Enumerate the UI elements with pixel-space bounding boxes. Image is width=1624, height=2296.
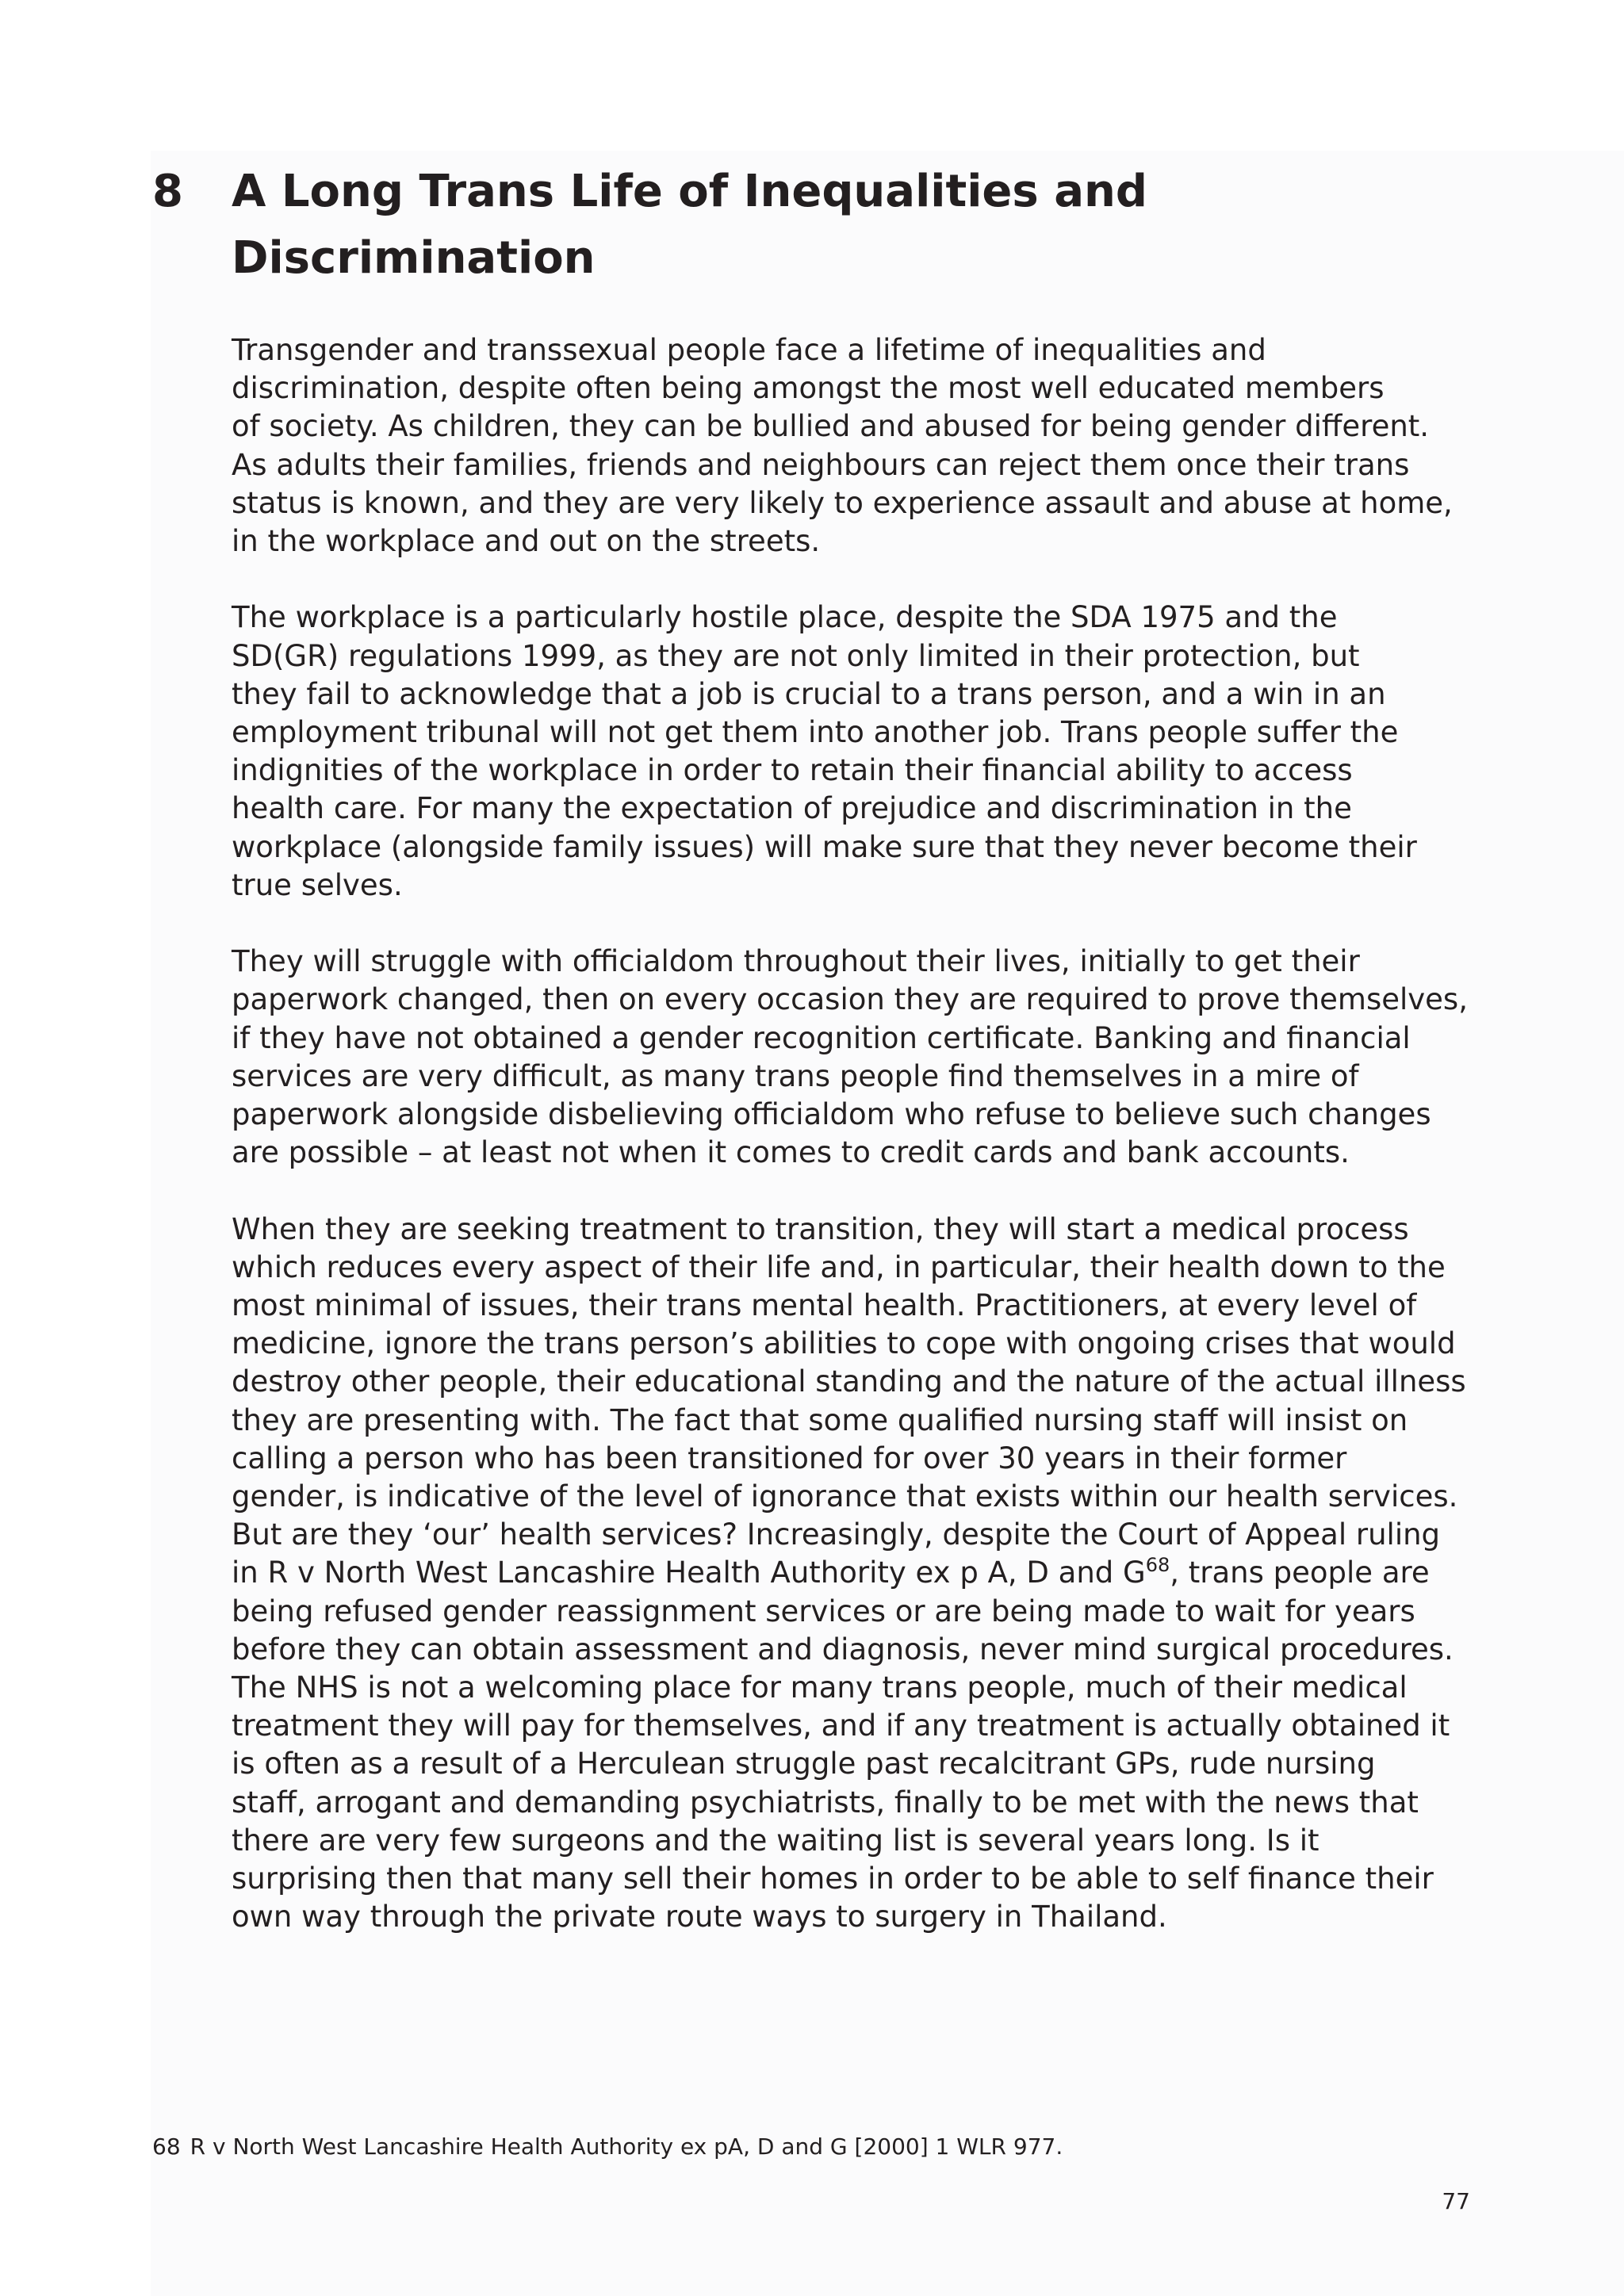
text-line: being refused gender reassignment services or are being made to wait for years (232, 1594, 1415, 1628)
footnote-number: 68 (152, 2133, 181, 2160)
text-line-with-footnote-ref (232, 1554, 1430, 1592)
text-line: are possible – at least not when it comes to credit cards and bank accounts. (232, 1135, 1350, 1170)
text-line: destroy other people, their educational standing and the nature of the actual illness (232, 1364, 1466, 1399)
text-line: medicine, ignore the trans person’s abilities to cope with ongoing crises that would (232, 1326, 1456, 1361)
text-line: most minimal of issues, their trans mental health. Practitioners, at every level of (232, 1288, 1417, 1323)
text-line: is often as a result of a Herculean struggle past recalcitrant GPs, rude nursing (232, 1747, 1376, 1781)
text-line: discrimination, despite often being amongst the most well educated members (232, 371, 1385, 406)
text-line: of society. As children, they can be bullied and abused for being gender different. (232, 409, 1430, 444)
text-line: if they have not obtained a gender recognition certificate. Banking and financial (232, 1020, 1411, 1055)
text-line: The NHS is not a welcoming place for many trans people, much of their medical (232, 1670, 1408, 1705)
text-line: health care. For many the expectation of prejudice and discrimination in the (232, 791, 1352, 826)
text-line: paperwork alongside disbelieving officialdom who refuse to believe such changes (232, 1097, 1431, 1132)
text-line: employment tribunal will not get them into another job. Trans people suffer the (232, 715, 1399, 750)
chapter-number: 8 (152, 166, 183, 217)
text-line: As adults their families, friends and neighbours can reject them once their trans (232, 447, 1410, 482)
text-line: before they can obtain assessment and diagnosis, never mind surgical procedures. (232, 1632, 1454, 1667)
text-line: there are very few surgeons and the waiting list is several years long. Is it (232, 1823, 1320, 1858)
text-line: which reduces every aspect of their life and, in particular, their health down to the (232, 1249, 1446, 1284)
text-line: Transgender and transsexual people face a lifetime of inequalities and (232, 333, 1266, 367)
text-line: workplace (alongside family issues) will make sure that they never become their (232, 829, 1417, 864)
text-line: own way through the private route ways to surgery in Thailand. (232, 1900, 1167, 1934)
text-line: SD(GR) regulations 1999, as they are not only limited in their protection, but (232, 638, 1360, 673)
text-line: The workplace is a particularly hostile place, despite the SDA 1975 and the (232, 600, 1338, 635)
text-line: But are they ‘our’ health services? Increasingly, despite the Court of Appeal ruling (232, 1517, 1441, 1552)
paragraph-4 (232, 1211, 1466, 1937)
footnote-reference[interactable]: 68 (1145, 1554, 1170, 1577)
text-line: They will struggle with officialdom throughout their lives, initially to get their (232, 944, 1360, 979)
text-line: treatment they will pay for themselves, and if any treatment is actually obtained it (232, 1709, 1450, 1743)
text-line: paperwork changed, then on every occasion they are required to prove themselves, (232, 982, 1468, 1017)
text-fragment: , trans people are (1170, 1556, 1430, 1590)
chapter-title-line: Discrimination (232, 232, 596, 284)
text-line: surprising then that many sell their homes in order to be able to self finance their (232, 1862, 1434, 1896)
footnote (152, 2133, 1063, 2161)
text-line: services are very difficult, as many trans people find themselves in a mire of (232, 1058, 1359, 1093)
text-line: When they are seeking treatment to transition, they will start a medical process (232, 1211, 1409, 1246)
chapter-title (232, 159, 1405, 292)
text-line: calling a person who has been transitioned for over 30 years in their former (232, 1441, 1347, 1475)
text-line: in the workplace and out on the streets. (232, 524, 821, 559)
text-fragment: in R v North West Lancashire Health Authority ex p A, D and G (232, 1556, 1146, 1590)
text-line: they are presenting with. The fact that some qualified nursing staff will insist on (232, 1402, 1408, 1437)
footnote-text: R v North West Lancashire Health Authority ex pA, D and G [2000] 1 WLR 977. (190, 2133, 1063, 2160)
text-line: indignities of the workplace in order to retain their financial ability to access (232, 753, 1353, 788)
text-line: they fail to acknowledge that a job is crucial to a trans person, and a win in an (232, 676, 1386, 711)
text-line: status is known, and they are very likely to experience assault and abuse at home, (232, 485, 1453, 520)
paragraph-2 (232, 599, 1421, 905)
paragraph-3 (232, 943, 1468, 1172)
text-line: staff, arrogant and demanding psychiatrists, finally to be met with the news that (232, 1785, 1419, 1820)
text-line: true selves. (232, 867, 403, 902)
text-line: gender, is indicative of the level of ignorance that exists within our health services. (232, 1479, 1458, 1514)
chapter-title-line: A Long Trans Life of Inequalities and (232, 166, 1147, 217)
paragraph-1 (232, 331, 1453, 561)
page-number: 77 (1442, 2188, 1470, 2214)
body-text (232, 331, 1468, 1936)
